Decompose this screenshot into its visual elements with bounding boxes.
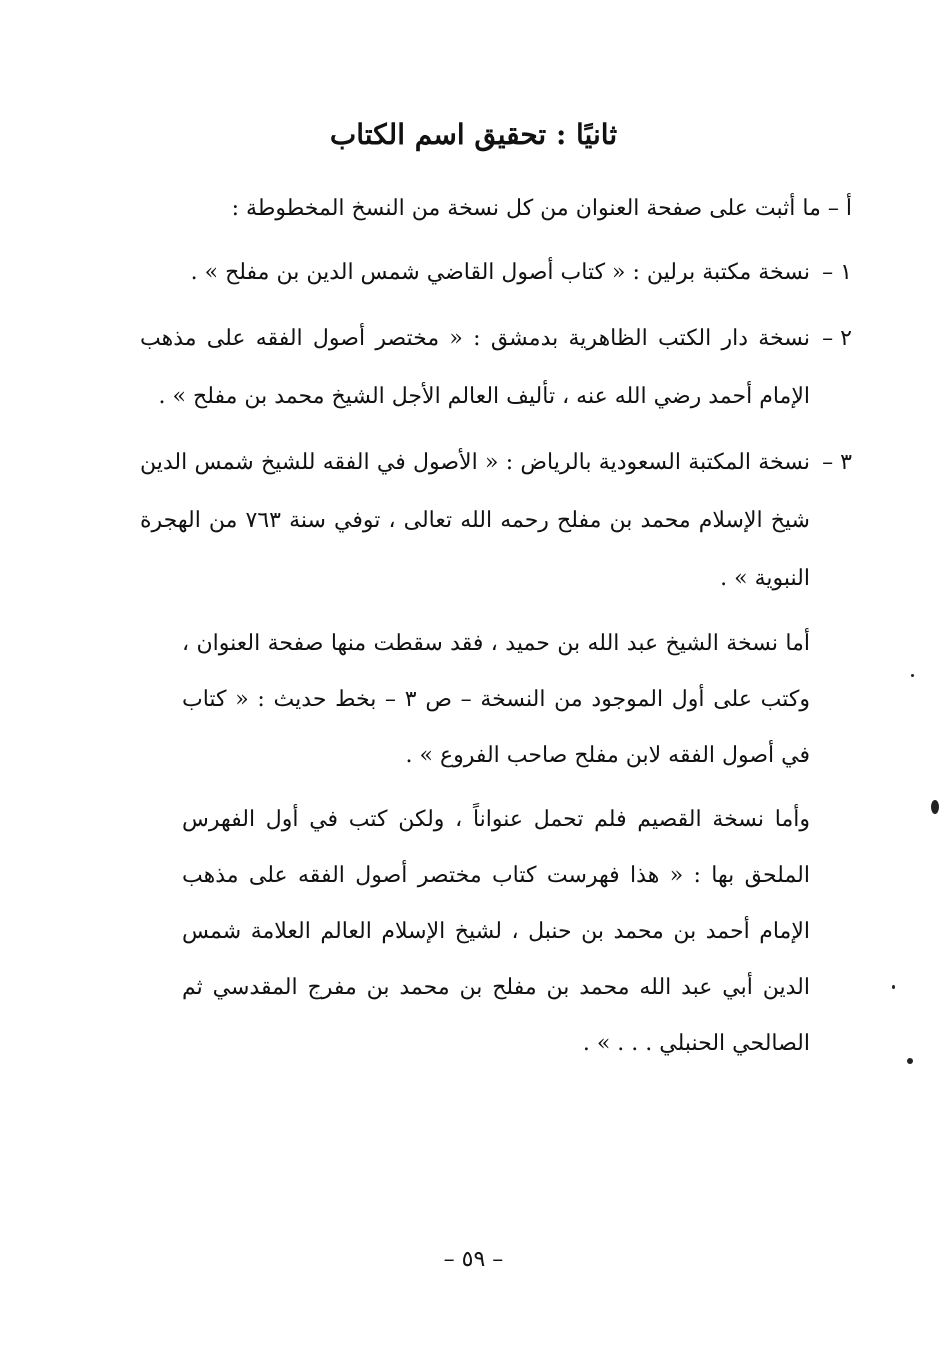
scan-speck (907, 1058, 913, 1064)
scan-speck (892, 985, 895, 989)
page-number: – ٥٩ – (443, 1247, 504, 1272)
item-number: ٢ – (822, 326, 852, 351)
item-number: ٣ – (822, 450, 852, 475)
body-content (140, 182, 852, 1080)
item-text: نسخة مكتبة برلين : « كتاب أصول القاضي شمس الدين بن مفلح » . (190, 260, 810, 285)
list-item (140, 434, 852, 608)
list-item (140, 244, 852, 302)
scan-speck (911, 674, 914, 677)
scan-speck (931, 800, 939, 814)
item-text: نسخة المكتبة السعودية بالرياض : « الأصول في الفقه للشيخ شمس الدين شيخ الإسلام محمد بن مفلح رحمه الله تعالى ، توفي سنة ٧٦٣ من الهجرة النبوية » . (140, 450, 810, 591)
item-text: نسخة دار الكتب الظاهرية بدمشق : « مختصر أصول الفقه على مذهب الإمام أحمد رضي الله عنه ، تأليف العالم الأجل الشيخ محمد بن مفلح » . (140, 326, 810, 409)
section-title: ثانيًا : تحقيق اسم الكتاب (329, 118, 618, 151)
intro-line: أ – ما أثبت على صفحة العنوان من كل نسخة من النسخ المخطوطة : (231, 196, 852, 221)
item-number: ١ – (822, 260, 852, 285)
paragraph: أما نسخة الشيخ عبد الله بن حميد ، فقد سقطت منها صفحة العنوان ، وكتب على أول الموجود من النسخة – ص ٣ – بخط حديث : « كتاب في أصول الفقه لابن مفلح صاحب الفروع » . (182, 631, 811, 768)
paragraph: وأما نسخة القصيم فلم تحمل عنواناً ، ولكن كتب في أول الفهرس الملحق بها : « هذا فهرست كتاب مختصر أصول الفقه على مذهب الإمام أحمد بن محمد بن حنبل ، لشيخ الإسلام العالم العلامة شمس الدين أبي عبد الله محمد بن مفلح بن محمد بن مفرج المقدسي ثم الصالحي الحنبلي . . . » . (182, 807, 810, 1056)
list-item (140, 310, 852, 426)
